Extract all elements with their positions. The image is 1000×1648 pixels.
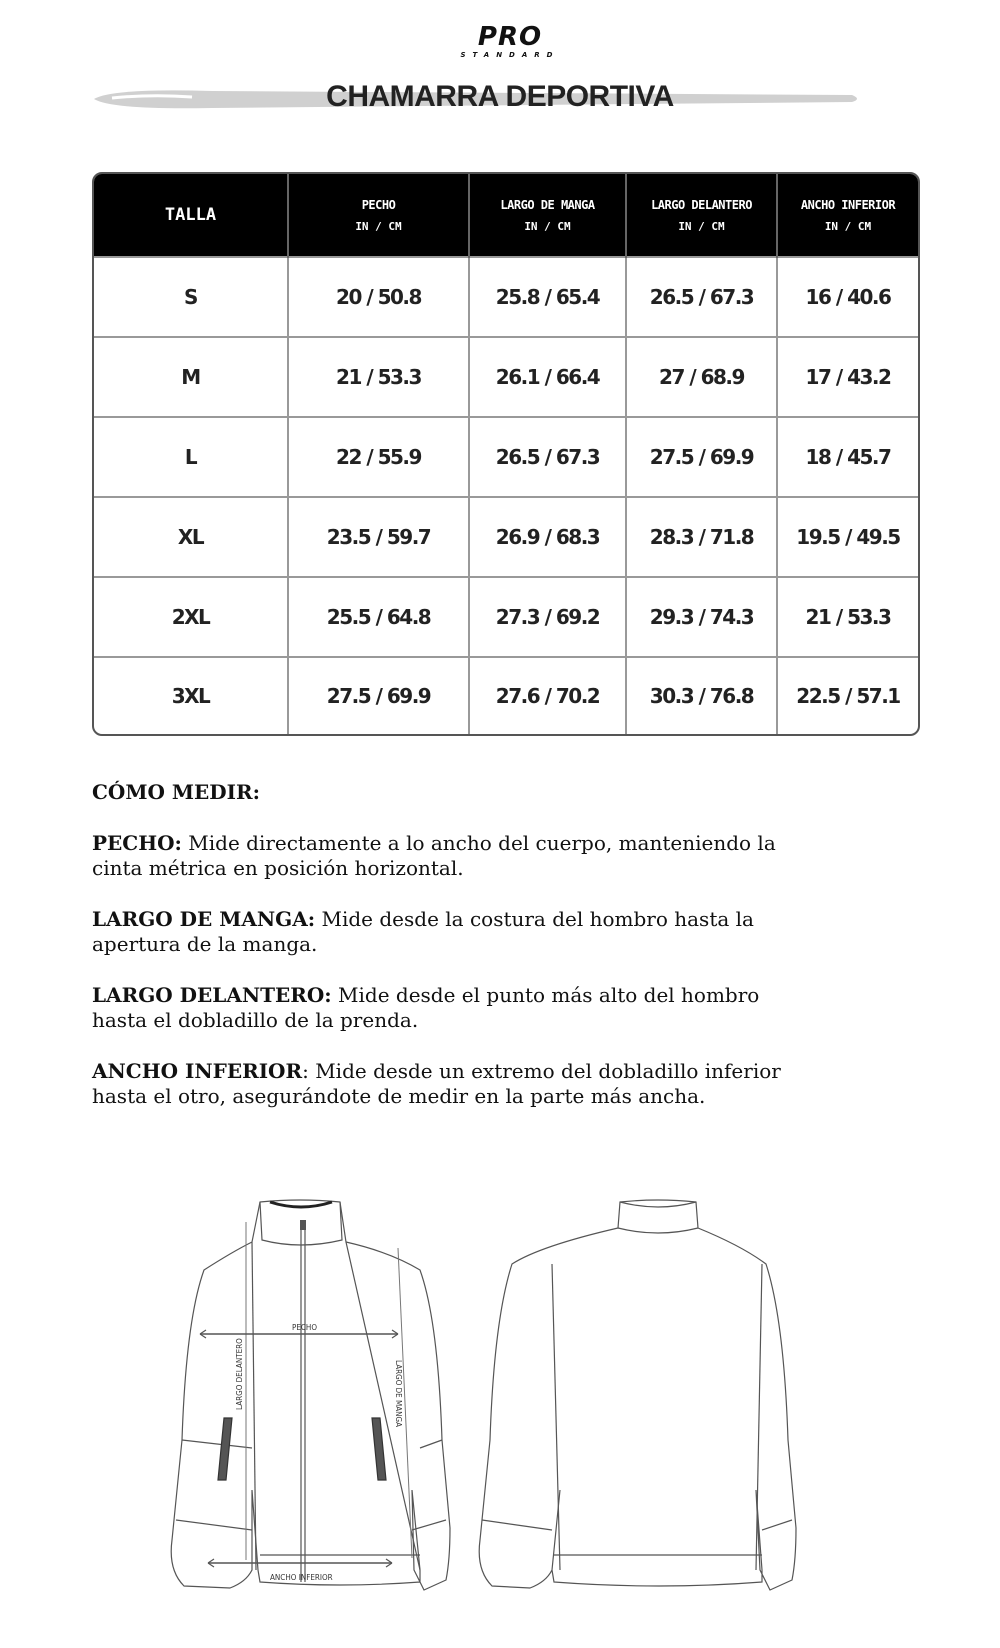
jacket-back-drawing [479, 1200, 796, 1590]
instruction-label: LARGO DE MANGA: [92, 907, 316, 931]
value-cell: 27.6 / 70.2 [469, 657, 626, 734]
header-ancho-inferior: ANCHO INFERIOR IN / CM [777, 174, 918, 257]
value-cell: 27.5 / 69.9 [626, 417, 777, 497]
header-pecho: PECHO IN / CM [288, 174, 469, 257]
page-title: CHAMARRA DEPORTIVA [326, 80, 674, 113]
value-cell: 21 / 53.3 [777, 577, 918, 657]
label-ancho-inferior: ANCHO INFERIOR [270, 1573, 333, 1582]
how-to-measure-section [92, 780, 792, 1135]
label-pecho: PECHO [292, 1323, 317, 1332]
table-row [94, 657, 918, 734]
value-cell: 26.5 / 67.3 [469, 417, 626, 497]
instruction-label: LARGO DELANTERO: [92, 983, 332, 1007]
value-cell: 16 / 40.6 [777, 257, 918, 337]
brand-logo [440, 24, 580, 64]
instruction-text: Mide desde la costura del hombro hasta la apertura de la manga. [92, 907, 754, 956]
value-cell: 22 / 55.9 [288, 417, 469, 497]
table-row [94, 417, 918, 497]
size-cell: 3XL [94, 657, 288, 734]
value-cell: 26.5 / 67.3 [626, 257, 777, 337]
value-cell: 30.3 / 76.8 [626, 657, 777, 734]
size-chart-table [92, 172, 920, 736]
value-cell: 25.5 / 64.8 [288, 577, 469, 657]
table-row [94, 577, 918, 657]
size-cell: S [94, 257, 288, 337]
header-talla: TALLA [94, 174, 288, 257]
value-cell: 21 / 53.3 [288, 337, 469, 417]
instruction-label: ANCHO INFERIOR [92, 1059, 303, 1083]
instruction-pecho [92, 831, 792, 881]
jacket-front-drawing [171, 1200, 450, 1590]
jacket-measurement-diagram [120, 1190, 880, 1630]
logo-text: PRO [477, 22, 543, 52]
table-header-row [94, 174, 918, 257]
value-cell: 26.9 / 68.3 [469, 497, 626, 577]
instruction-text: Mide desde el punto más alto del hombro hasta el dobladillo de la prenda. [92, 983, 760, 1032]
header-largo-manga: LARGO DE MANGA IN / CM [469, 174, 626, 257]
value-cell: 25.8 / 65.4 [469, 257, 626, 337]
value-cell: 22.5 / 57.1 [777, 657, 918, 734]
instruction-label: PECHO: [92, 831, 182, 855]
table-row [94, 497, 918, 577]
instruction-text: Mide directamente a lo ancho del cuerpo, manteniendo la cinta métrica en posición horizontal. [92, 831, 776, 880]
logo-subtext: STANDARD [460, 51, 560, 59]
value-cell: 17 / 43.2 [777, 337, 918, 417]
value-cell: 18 / 45.7 [777, 417, 918, 497]
instruction-largo-delantero [92, 983, 792, 1033]
size-cell: M [94, 337, 288, 417]
value-cell: 26.1 / 66.4 [469, 337, 626, 417]
value-cell: 27.5 / 69.9 [288, 657, 469, 734]
size-cell: XL [94, 497, 288, 577]
instruction-text: : Mide desde un extremo del dobladillo inferior hasta el otro, asegurándote de medir en la parte más ancha. [92, 1059, 781, 1108]
instruction-ancho-inferior [92, 1059, 792, 1109]
value-cell: 28.3 / 71.8 [626, 497, 777, 577]
value-cell: 27.3 / 69.2 [469, 577, 626, 657]
header-largo-delantero: LARGO DELANTERO IN / CM [626, 174, 777, 257]
instruction-largo-manga [92, 907, 792, 957]
value-cell: 23.5 / 59.7 [288, 497, 469, 577]
table-row [94, 257, 918, 337]
value-cell: 27 / 68.9 [626, 337, 777, 417]
size-cell: 2XL [94, 577, 288, 657]
label-largo-de-manga: LARGO DE MANGA [394, 1360, 403, 1428]
value-cell: 29.3 / 74.3 [626, 577, 777, 657]
size-cell: L [94, 417, 288, 497]
value-cell: 19.5 / 49.5 [777, 497, 918, 577]
label-largo-delantero: LARGO DELANTERO [235, 1338, 244, 1410]
value-cell: 20 / 50.8 [288, 257, 469, 337]
table-row [94, 337, 918, 417]
how-to-measure-heading: CÓMO MEDIR: [92, 780, 260, 804]
